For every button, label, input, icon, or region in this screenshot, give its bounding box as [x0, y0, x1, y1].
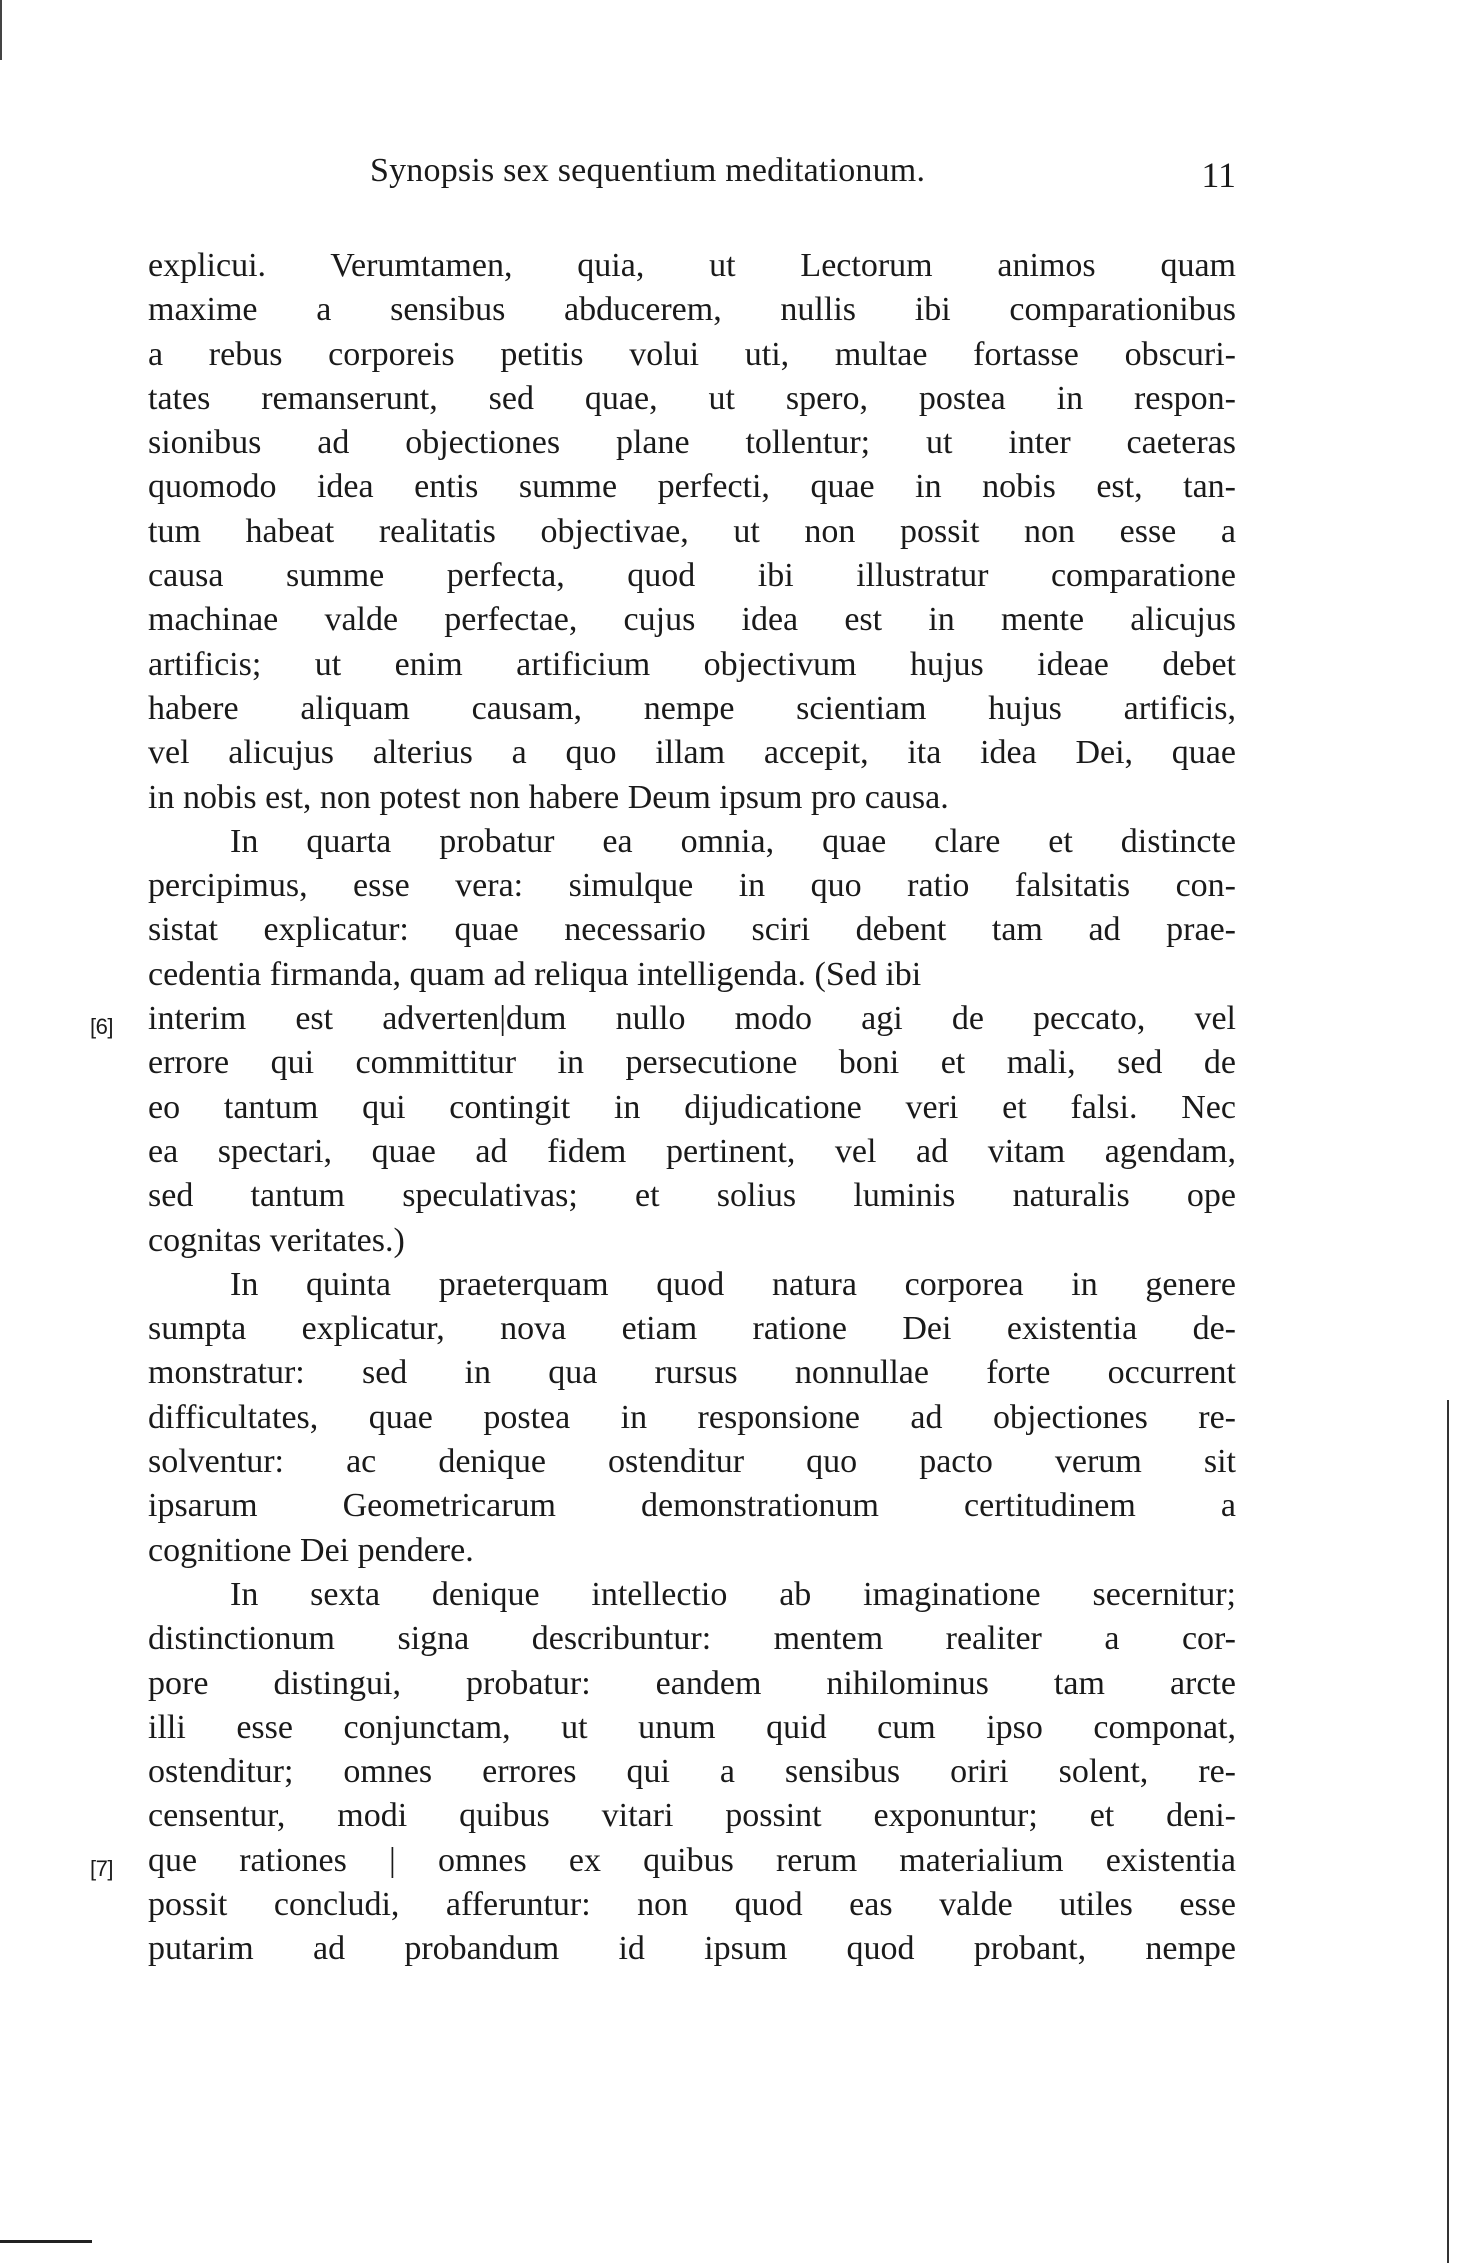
- text-line: [148, 598, 1236, 642]
- line-text: causa summe perfecta, quod ibi illustratur comparatione: [148, 557, 1236, 595]
- line-text: censentur, modi quibus vitari possint exponuntur; et deni-: [148, 1797, 1236, 1835]
- text-line: [148, 1219, 1236, 1263]
- line-text: quomodo idea entis summe perfecti, quae in nobis est, tan-: [148, 468, 1236, 506]
- text-line: [148, 421, 1236, 465]
- page-header: [148, 152, 1236, 202]
- text-line: [148, 510, 1236, 554]
- text-line: [148, 1750, 1236, 1794]
- line-text: in nobis est, non potest non habere Deum ipsum pro causa.: [148, 778, 949, 816]
- margin-page-ref: [6]: [90, 1014, 113, 1040]
- line-text: ipsarum Geometricarum demonstrationum certitudinem a: [148, 1487, 1236, 1525]
- line-text: habere aliquam causam, nempe scientiam hujus artificis,: [148, 689, 1236, 727]
- text-line: [148, 554, 1236, 598]
- line-text: tates remanserunt, sed quae, ut spero, postea in respon-: [148, 379, 1236, 417]
- line-text: pore distingui, probatur: eandem nihilominus tam arcte: [148, 1664, 1236, 1702]
- text-line: [148, 244, 1236, 288]
- text-line: [148, 1307, 1236, 1351]
- line-text: cedentia firmanda, quam ad reliqua intelligenda. (Sed ibi: [148, 955, 922, 993]
- text-line: [90, 997, 1236, 1041]
- line-text: eo tantum qui contingit in dijudicatione veri et falsi. Nec: [148, 1088, 1236, 1126]
- line-text: sistat explicatur: quae necessario sciri debent tam ad prae-: [148, 911, 1236, 949]
- line-text: distinctionum signa describuntur: mentem realiter a cor-: [148, 1620, 1236, 1658]
- line-text: solventur: ac denique ostenditur quo pacto verum sit: [148, 1443, 1236, 1481]
- text-line: [148, 1706, 1236, 1750]
- scan-edge-line: [1447, 1400, 1449, 2263]
- text-line: [148, 776, 1236, 820]
- text-line: [148, 1529, 1236, 1573]
- line-text: machinae valde perfectae, cujus idea est in mente alicujus: [148, 601, 1236, 639]
- running-title: Synopsis sex sequentium meditationum.: [370, 152, 926, 189]
- line-text: difficultates, quae postea in responsione ad objectiones re-: [148, 1398, 1236, 1436]
- text-line: [90, 1839, 1236, 1883]
- line-text: tum habeat realitatis objectivae, ut non possit non esse a: [148, 512, 1236, 550]
- text-line: [148, 820, 1236, 864]
- text-line: [148, 864, 1236, 908]
- line-text: que rationes | omnes ex quibus rerum materialium existentia: [148, 1841, 1236, 1879]
- text-line: [148, 1883, 1236, 1927]
- line-text: interim est adverten|dum nullo modo agi de peccato, vel: [148, 1000, 1236, 1038]
- text-line: [148, 1041, 1236, 1085]
- line-text: errore qui committitur in persecutione boni et mali, sed de: [148, 1044, 1236, 1082]
- line-text: In sexta denique intellectio ab imaginatione secernitur;: [230, 1575, 1236, 1613]
- line-text: In quinta praeterquam quod natura corporea in genere: [230, 1265, 1236, 1303]
- line-text: cognitione Dei pendere.: [148, 1531, 474, 1569]
- line-text: cognitas veritates.): [148, 1221, 405, 1259]
- line-text: monstratur: sed in qua rursus nonnullae forte occurrent: [148, 1354, 1236, 1392]
- text-line: [148, 687, 1236, 731]
- text-line: [148, 1484, 1236, 1528]
- text-line: [148, 953, 1236, 997]
- text-line: [148, 1662, 1236, 1706]
- line-text: explicui. Verumtamen, quia, ut Lectorum animos quam: [148, 247, 1236, 284]
- text-line: [148, 731, 1236, 775]
- page-number: 11: [1201, 155, 1236, 195]
- text-line: [148, 1351, 1236, 1395]
- text-line: [148, 1794, 1236, 1838]
- text-line: [148, 1573, 1236, 1617]
- scan-edge-mark: [0, 0, 2, 60]
- text-line: [148, 1263, 1236, 1307]
- line-text: ea spectari, quae ad fidem pertinent, vel ad vitam agendam,: [148, 1132, 1236, 1170]
- text-line: [148, 643, 1236, 687]
- line-text: possit concludi, afferuntur: non quod eas valde utiles esse: [148, 1885, 1236, 1923]
- text-line: [148, 1174, 1236, 1218]
- line-text: sed tantum speculativas; et solius luminis naturalis ope: [148, 1177, 1236, 1215]
- line-text: illi esse conjunctam, ut unum quid cum ipso componat,: [148, 1708, 1236, 1746]
- text-line: [148, 1396, 1236, 1440]
- line-text: maxime a sensibus abducerem, nullis ibi comparationibus: [148, 291, 1236, 329]
- line-text: a rebus corporeis petitis volui uti, multae fortasse obscuri-: [148, 335, 1236, 373]
- line-text: ostenditur; omnes errores qui a sensibus oriri solent, re-: [148, 1753, 1236, 1791]
- text-line: [148, 377, 1236, 421]
- line-text: percipimus, esse vera: simulque in quo ratio falsitatis con-: [148, 867, 1236, 905]
- line-text: In quarta probatur ea omnia, quae clare et distincte: [230, 822, 1236, 860]
- text-line: [148, 1086, 1236, 1130]
- text-line: [148, 908, 1236, 952]
- line-text: sumpta explicatur, nova etiam ratione Dei existentia de-: [148, 1310, 1236, 1348]
- text-line: [148, 1440, 1236, 1484]
- text-line: [148, 1927, 1236, 1971]
- line-text: vel alicujus alterius a quo illam accepit, ita idea Dei, quae: [148, 734, 1236, 772]
- line-text: putarim ad probandum id ipsum quod probant, nempe: [148, 1930, 1236, 1968]
- text-line: [148, 1130, 1236, 1174]
- scan-edge-rule: [0, 2240, 92, 2243]
- margin-page-ref: [7]: [90, 1855, 113, 1881]
- line-text: sionibus ad objectiones plane tollentur; ut inter caeteras: [148, 424, 1236, 462]
- line-text: artificis; ut enim artificium objectivum hujus ideae debet: [148, 645, 1236, 683]
- text-line: [148, 465, 1236, 509]
- body-text: [90, 244, 1236, 1972]
- text-line: [148, 288, 1236, 332]
- text-line: [148, 333, 1236, 377]
- text-line: [148, 1617, 1236, 1661]
